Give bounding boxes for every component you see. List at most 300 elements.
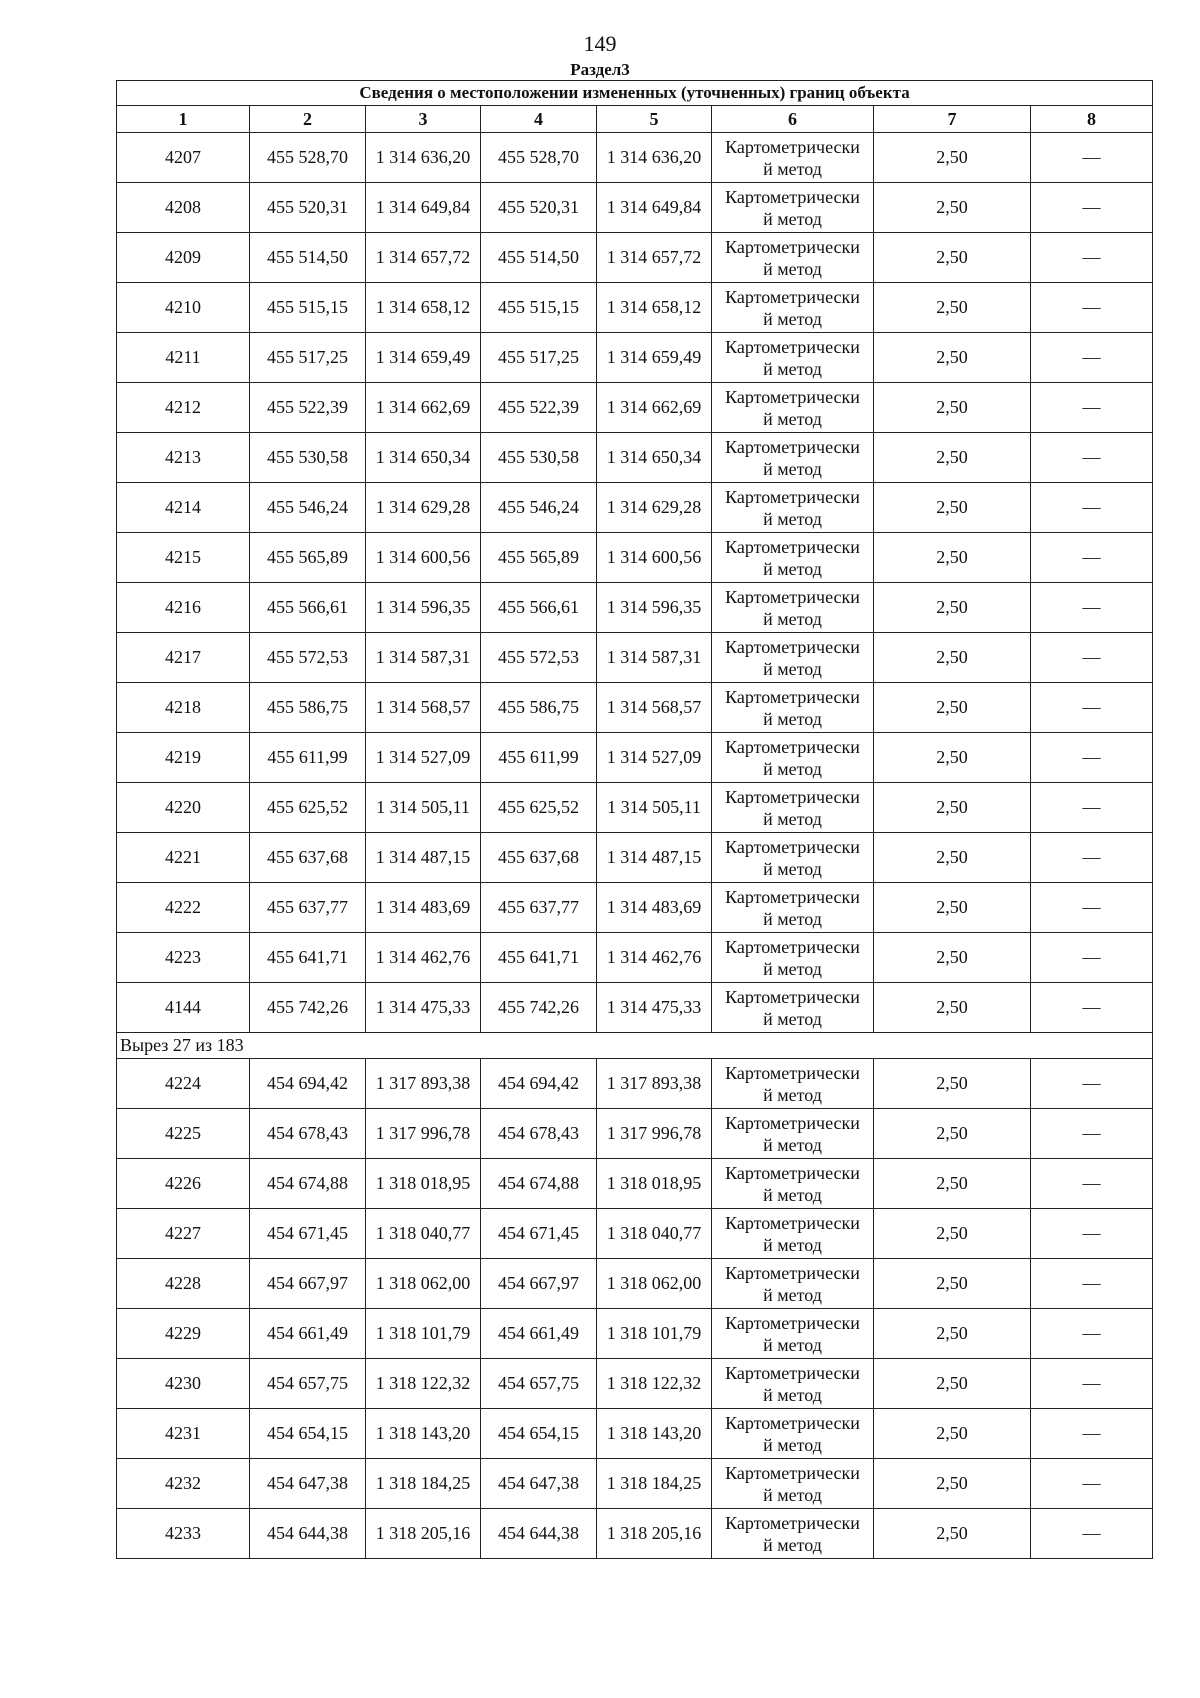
method-cell bbox=[712, 833, 874, 883]
method-line: Картометрически bbox=[725, 1262, 860, 1283]
point-number-cell: 4228 bbox=[117, 1259, 250, 1309]
new-x-cell: 455 546,24 bbox=[481, 483, 597, 533]
point-number-cell: 4230 bbox=[117, 1359, 250, 1409]
old-y-cell: 1 314 527,09 bbox=[366, 733, 481, 783]
description-cell: — bbox=[1031, 1259, 1153, 1309]
accuracy-cell: 2,50 bbox=[874, 183, 1031, 233]
method-line: Картометрически bbox=[725, 1162, 860, 1183]
new-y-cell: 1 314 596,35 bbox=[597, 583, 712, 633]
old-y-cell: 1 318 184,25 bbox=[366, 1459, 481, 1509]
table-row bbox=[117, 1459, 1153, 1509]
table-row bbox=[117, 283, 1153, 333]
table-row bbox=[117, 733, 1153, 783]
new-x-cell: 454 647,38 bbox=[481, 1459, 597, 1509]
new-y-cell: 1 314 487,15 bbox=[597, 833, 712, 883]
new-x-cell: 454 694,42 bbox=[481, 1059, 597, 1109]
new-y-cell: 1 318 184,25 bbox=[597, 1459, 712, 1509]
old-x-cell: 455 586,75 bbox=[250, 683, 366, 733]
method-line: Картометрически bbox=[725, 686, 860, 707]
point-number-cell: 4214 bbox=[117, 483, 250, 533]
method-cell bbox=[712, 633, 874, 683]
point-number-cell: 4211 bbox=[117, 333, 250, 383]
accuracy-cell: 2,50 bbox=[874, 233, 1031, 283]
old-x-cell: 455 641,71 bbox=[250, 933, 366, 983]
new-y-cell: 1 318 040,77 bbox=[597, 1209, 712, 1259]
point-number-cell: 4208 bbox=[117, 183, 250, 233]
point-number-cell: 4213 bbox=[117, 433, 250, 483]
old-y-cell: 1 314 636,20 bbox=[366, 133, 481, 183]
new-y-cell: 1 314 662,69 bbox=[597, 383, 712, 433]
new-y-cell: 1 314 658,12 bbox=[597, 283, 712, 333]
method-line: Картометрически bbox=[725, 586, 860, 607]
new-x-cell: 455 515,15 bbox=[481, 283, 597, 333]
column-header: 6 bbox=[712, 106, 874, 133]
table-row bbox=[117, 383, 1153, 433]
table-row bbox=[117, 933, 1153, 983]
old-x-cell: 454 694,42 bbox=[250, 1059, 366, 1109]
method-line: й метод bbox=[763, 458, 822, 479]
old-y-cell: 1 318 143,20 bbox=[366, 1409, 481, 1459]
new-y-cell: 1 314 649,84 bbox=[597, 183, 712, 233]
method-cell bbox=[712, 1359, 874, 1409]
new-x-cell: 455 611,99 bbox=[481, 733, 597, 783]
method-cell bbox=[712, 283, 874, 333]
column-header: 2 bbox=[250, 106, 366, 133]
point-number-cell: 4222 bbox=[117, 883, 250, 933]
table-row bbox=[117, 583, 1153, 633]
accuracy-cell: 2,50 bbox=[874, 1259, 1031, 1309]
new-x-cell: 454 657,75 bbox=[481, 1359, 597, 1409]
description-cell: — bbox=[1031, 1209, 1153, 1259]
column-header: 3 bbox=[366, 106, 481, 133]
point-number-cell: 4217 bbox=[117, 633, 250, 683]
old-y-cell: 1 314 568,57 bbox=[366, 683, 481, 733]
old-y-cell: 1 318 062,00 bbox=[366, 1259, 481, 1309]
old-x-cell: 455 520,31 bbox=[250, 183, 366, 233]
accuracy-cell: 2,50 bbox=[874, 433, 1031, 483]
new-y-cell: 1 314 462,76 bbox=[597, 933, 712, 983]
accuracy-cell: 2,50 bbox=[874, 133, 1031, 183]
method-cell bbox=[712, 1259, 874, 1309]
method-cell bbox=[712, 1509, 874, 1559]
old-x-cell: 455 515,15 bbox=[250, 283, 366, 333]
old-y-cell: 1 314 587,31 bbox=[366, 633, 481, 683]
old-x-cell: 454 667,97 bbox=[250, 1259, 366, 1309]
method-line: й метод bbox=[763, 1284, 822, 1305]
old-x-cell: 455 566,61 bbox=[250, 583, 366, 633]
new-y-cell: 1 314 650,34 bbox=[597, 433, 712, 483]
method-cell bbox=[712, 1109, 874, 1159]
description-cell: — bbox=[1031, 733, 1153, 783]
table-row bbox=[117, 333, 1153, 383]
old-x-cell: 454 654,15 bbox=[250, 1409, 366, 1459]
point-number-cell: 4221 bbox=[117, 833, 250, 883]
table-row bbox=[117, 1409, 1153, 1459]
old-y-cell: 1 314 629,28 bbox=[366, 483, 481, 533]
method-line: й метод bbox=[763, 558, 822, 579]
accuracy-cell: 2,50 bbox=[874, 833, 1031, 883]
method-line: Картометрически bbox=[725, 186, 860, 207]
new-x-cell: 455 625,52 bbox=[481, 783, 597, 833]
description-cell: — bbox=[1031, 1409, 1153, 1459]
method-line: Картометрически bbox=[725, 1512, 860, 1533]
description-cell: — bbox=[1031, 1509, 1153, 1559]
table-row bbox=[117, 1309, 1153, 1359]
description-cell: — bbox=[1031, 383, 1153, 433]
accuracy-cell: 2,50 bbox=[874, 1309, 1031, 1359]
accuracy-cell: 2,50 bbox=[874, 533, 1031, 583]
accuracy-cell: 2,50 bbox=[874, 733, 1031, 783]
accuracy-cell: 2,50 bbox=[874, 1059, 1031, 1109]
old-x-cell: 454 661,49 bbox=[250, 1309, 366, 1359]
point-number-cell: 4144 bbox=[117, 983, 250, 1033]
new-y-cell: 1 314 629,28 bbox=[597, 483, 712, 533]
point-number-cell: 4220 bbox=[117, 783, 250, 833]
table-row bbox=[117, 533, 1153, 583]
table-row bbox=[117, 1359, 1153, 1409]
old-y-cell: 1 318 040,77 bbox=[366, 1209, 481, 1259]
new-x-cell: 455 586,75 bbox=[481, 683, 597, 733]
method-line: й метод bbox=[763, 958, 822, 979]
description-cell: — bbox=[1031, 533, 1153, 583]
new-y-cell: 1 314 483,69 bbox=[597, 883, 712, 933]
table-row bbox=[117, 433, 1153, 483]
method-cell bbox=[712, 1209, 874, 1259]
method-cell bbox=[712, 483, 874, 533]
point-number-cell: 4216 bbox=[117, 583, 250, 633]
method-cell bbox=[712, 933, 874, 983]
point-number-cell: 4209 bbox=[117, 233, 250, 283]
method-line: й метод bbox=[763, 1534, 822, 1555]
old-x-cell: 455 528,70 bbox=[250, 133, 366, 183]
new-x-cell: 454 667,97 bbox=[481, 1259, 597, 1309]
accuracy-cell: 2,50 bbox=[874, 883, 1031, 933]
old-y-cell: 1 314 487,15 bbox=[366, 833, 481, 883]
table-row bbox=[117, 1059, 1153, 1109]
point-number-cell: 4210 bbox=[117, 283, 250, 333]
accuracy-cell: 2,50 bbox=[874, 1209, 1031, 1259]
method-line: Картометрически bbox=[725, 1212, 860, 1233]
column-header: 5 bbox=[597, 106, 712, 133]
description-cell: — bbox=[1031, 1359, 1153, 1409]
table-row bbox=[117, 1209, 1153, 1259]
accuracy-cell: 2,50 bbox=[874, 1109, 1031, 1159]
old-y-cell: 1 314 475,33 bbox=[366, 983, 481, 1033]
method-line: Картометрически bbox=[725, 936, 860, 957]
method-line: Картометрически bbox=[725, 286, 860, 307]
page-number: 149 bbox=[583, 31, 617, 56]
table-row bbox=[117, 633, 1153, 683]
method-line: Картометрически bbox=[725, 836, 860, 857]
point-number-cell: 4229 bbox=[117, 1309, 250, 1359]
description-cell: — bbox=[1031, 833, 1153, 883]
table-row bbox=[117, 1109, 1153, 1159]
table-row bbox=[117, 983, 1153, 1033]
new-x-cell: 455 517,25 bbox=[481, 333, 597, 383]
new-y-cell: 1 314 587,31 bbox=[597, 633, 712, 683]
method-line: Картометрически bbox=[725, 1362, 860, 1383]
method-cell bbox=[712, 133, 874, 183]
table-row bbox=[117, 183, 1153, 233]
old-y-cell: 1 314 600,56 bbox=[366, 533, 481, 583]
method-cell bbox=[712, 333, 874, 383]
description-cell: — bbox=[1031, 433, 1153, 483]
accuracy-cell: 2,50 bbox=[874, 583, 1031, 633]
description-cell: — bbox=[1031, 1059, 1153, 1109]
method-cell bbox=[712, 883, 874, 933]
method-line: й метод bbox=[763, 308, 822, 329]
old-x-cell: 455 514,50 bbox=[250, 233, 366, 283]
table-row bbox=[117, 683, 1153, 733]
description-cell: — bbox=[1031, 283, 1153, 333]
old-x-cell: 455 637,77 bbox=[250, 883, 366, 933]
old-y-cell: 1 314 650,34 bbox=[366, 433, 481, 483]
method-line: й метод bbox=[763, 1434, 822, 1455]
old-x-cell: 454 671,45 bbox=[250, 1209, 366, 1259]
method-line: й метод bbox=[763, 808, 822, 829]
method-line: Картометрически bbox=[725, 1412, 860, 1433]
method-cell bbox=[712, 983, 874, 1033]
old-x-cell: 454 657,75 bbox=[250, 1359, 366, 1409]
accuracy-cell: 2,50 bbox=[874, 983, 1031, 1033]
description-cell: — bbox=[1031, 783, 1153, 833]
table-row bbox=[117, 233, 1153, 283]
table-row bbox=[117, 883, 1153, 933]
point-number-cell: 4227 bbox=[117, 1209, 250, 1259]
point-number-cell: 4233 bbox=[117, 1509, 250, 1559]
old-x-cell: 455 565,89 bbox=[250, 533, 366, 583]
new-x-cell: 455 520,31 bbox=[481, 183, 597, 233]
new-y-cell: 1 314 636,20 bbox=[597, 133, 712, 183]
new-y-cell: 1 318 122,32 bbox=[597, 1359, 712, 1409]
old-y-cell: 1 314 657,72 bbox=[366, 233, 481, 283]
accuracy-cell: 2,50 bbox=[874, 1159, 1031, 1209]
new-x-cell: 455 572,53 bbox=[481, 633, 597, 683]
new-y-cell: 1 314 657,72 bbox=[597, 233, 712, 283]
old-y-cell: 1 314 659,49 bbox=[366, 333, 481, 383]
method-line: Картометрически bbox=[725, 1112, 860, 1133]
accuracy-cell: 2,50 bbox=[874, 783, 1031, 833]
column-header: 1 bbox=[117, 106, 250, 133]
method-line: й метод bbox=[763, 1084, 822, 1105]
point-number-cell: 4218 bbox=[117, 683, 250, 733]
description-cell: — bbox=[1031, 1459, 1153, 1509]
table-row bbox=[117, 1159, 1153, 1209]
table-row bbox=[117, 483, 1153, 533]
table-row bbox=[117, 833, 1153, 883]
old-y-cell: 1 314 662,69 bbox=[366, 383, 481, 433]
method-line: й метод bbox=[763, 1484, 822, 1505]
description-cell: — bbox=[1031, 333, 1153, 383]
description-cell: — bbox=[1031, 1159, 1153, 1209]
old-x-cell: 454 647,38 bbox=[250, 1459, 366, 1509]
new-x-cell: 455 528,70 bbox=[481, 133, 597, 183]
table-row bbox=[117, 1509, 1153, 1559]
method-line: Картометрически bbox=[725, 786, 860, 807]
accuracy-cell: 2,50 bbox=[874, 383, 1031, 433]
new-y-cell: 1 317 893,38 bbox=[597, 1059, 712, 1109]
description-cell: — bbox=[1031, 683, 1153, 733]
point-number-cell: 4224 bbox=[117, 1059, 250, 1109]
new-y-cell: 1 314 568,57 bbox=[597, 683, 712, 733]
method-line: Картометрически bbox=[725, 636, 860, 657]
method-cell bbox=[712, 1159, 874, 1209]
new-y-cell: 1 318 101,79 bbox=[597, 1309, 712, 1359]
new-x-cell: 455 641,71 bbox=[481, 933, 597, 983]
description-cell: — bbox=[1031, 483, 1153, 533]
old-x-cell: 455 611,99 bbox=[250, 733, 366, 783]
method-line: й метод bbox=[763, 658, 822, 679]
method-line: Картометрически bbox=[725, 436, 860, 457]
method-line: й метод bbox=[763, 1008, 822, 1029]
old-x-cell: 455 572,53 bbox=[250, 633, 366, 683]
old-x-cell: 455 546,24 bbox=[250, 483, 366, 533]
new-x-cell: 454 678,43 bbox=[481, 1109, 597, 1159]
description-cell: — bbox=[1031, 233, 1153, 283]
new-y-cell: 1 317 996,78 bbox=[597, 1109, 712, 1159]
method-line: й метод bbox=[763, 908, 822, 929]
old-x-cell: 455 517,25 bbox=[250, 333, 366, 383]
method-line: й метод bbox=[763, 208, 822, 229]
point-number-cell: 4231 bbox=[117, 1409, 250, 1459]
point-number-cell: 4232 bbox=[117, 1459, 250, 1509]
method-line: й метод bbox=[763, 758, 822, 779]
table-row bbox=[117, 783, 1153, 833]
old-x-cell: 454 674,88 bbox=[250, 1159, 366, 1209]
method-cell bbox=[712, 1459, 874, 1509]
new-x-cell: 455 566,61 bbox=[481, 583, 597, 633]
method-line: й метод bbox=[763, 1334, 822, 1355]
method-line: й метод bbox=[763, 1184, 822, 1205]
method-cell bbox=[712, 533, 874, 583]
cutout-label-row bbox=[117, 1033, 1153, 1059]
new-y-cell: 1 314 505,11 bbox=[597, 783, 712, 833]
method-line: Картометрически bbox=[725, 986, 860, 1007]
method-line: Картометрически bbox=[725, 1312, 860, 1333]
method-cell bbox=[712, 583, 874, 633]
new-x-cell: 454 661,49 bbox=[481, 1309, 597, 1359]
method-line: Картометрически bbox=[725, 886, 860, 907]
method-cell bbox=[712, 1059, 874, 1109]
old-y-cell: 1 314 505,11 bbox=[366, 783, 481, 833]
method-cell bbox=[712, 1409, 874, 1459]
description-cell: — bbox=[1031, 1309, 1153, 1359]
old-x-cell: 455 637,68 bbox=[250, 833, 366, 883]
new-y-cell: 1 318 062,00 bbox=[597, 1259, 712, 1309]
old-y-cell: 1 318 122,32 bbox=[366, 1359, 481, 1409]
method-line: Картометрически bbox=[725, 486, 860, 507]
description-cell: — bbox=[1031, 583, 1153, 633]
new-x-cell: 454 671,45 bbox=[481, 1209, 597, 1259]
column-header: 4 bbox=[481, 106, 597, 133]
new-x-cell: 455 637,77 bbox=[481, 883, 597, 933]
method-line: й метод bbox=[763, 158, 822, 179]
accuracy-cell: 2,50 bbox=[874, 283, 1031, 333]
old-x-cell: 455 742,26 bbox=[250, 983, 366, 1033]
new-y-cell: 1 318 018,95 bbox=[597, 1159, 712, 1209]
new-x-cell: 454 674,88 bbox=[481, 1159, 597, 1209]
new-x-cell: 455 522,39 bbox=[481, 383, 597, 433]
accuracy-cell: 2,50 bbox=[874, 683, 1031, 733]
description-cell: — bbox=[1031, 983, 1153, 1033]
old-x-cell: 454 678,43 bbox=[250, 1109, 366, 1159]
method-line: й метод bbox=[763, 1384, 822, 1405]
description-cell: — bbox=[1031, 933, 1153, 983]
method-line: й метод bbox=[763, 508, 822, 529]
new-x-cell: 455 742,26 bbox=[481, 983, 597, 1033]
method-cell bbox=[712, 783, 874, 833]
old-y-cell: 1 317 893,38 bbox=[366, 1059, 481, 1109]
table-row bbox=[117, 1259, 1153, 1309]
column-header: 8 bbox=[1031, 106, 1153, 133]
new-x-cell: 454 644,38 bbox=[481, 1509, 597, 1559]
method-line: й метод bbox=[763, 1234, 822, 1255]
method-line: й метод bbox=[763, 408, 822, 429]
method-cell bbox=[712, 233, 874, 283]
method-cell bbox=[712, 1309, 874, 1359]
method-cell bbox=[712, 383, 874, 433]
accuracy-cell: 2,50 bbox=[874, 933, 1031, 983]
method-line: й метод bbox=[763, 708, 822, 729]
method-line: Картометрически bbox=[725, 236, 860, 257]
description-cell: — bbox=[1031, 633, 1153, 683]
old-x-cell: 454 644,38 bbox=[250, 1509, 366, 1559]
description-cell: — bbox=[1031, 1109, 1153, 1159]
accuracy-cell: 2,50 bbox=[874, 1459, 1031, 1509]
new-x-cell: 455 565,89 bbox=[481, 533, 597, 583]
old-y-cell: 1 314 649,84 bbox=[366, 183, 481, 233]
new-y-cell: 1 314 600,56 bbox=[597, 533, 712, 583]
cutout-label: Вырез 27 из 183 bbox=[117, 1033, 1153, 1059]
coordinates-table bbox=[116, 80, 1153, 1559]
accuracy-cell: 2,50 bbox=[874, 1509, 1031, 1559]
method-line: Картометрически bbox=[725, 736, 860, 757]
old-y-cell: 1 318 018,95 bbox=[366, 1159, 481, 1209]
accuracy-cell: 2,50 bbox=[874, 483, 1031, 533]
table-row bbox=[117, 133, 1153, 183]
old-y-cell: 1 314 658,12 bbox=[366, 283, 481, 333]
description-cell: — bbox=[1031, 883, 1153, 933]
old-x-cell: 455 522,39 bbox=[250, 383, 366, 433]
method-line: й метод bbox=[763, 608, 822, 629]
method-cell bbox=[712, 733, 874, 783]
old-y-cell: 1 317 996,78 bbox=[366, 1109, 481, 1159]
method-line: Картометрически bbox=[725, 386, 860, 407]
new-y-cell: 1 314 475,33 bbox=[597, 983, 712, 1033]
new-x-cell: 455 637,68 bbox=[481, 833, 597, 883]
section-title: Раздел3 bbox=[570, 60, 630, 79]
old-y-cell: 1 314 462,76 bbox=[366, 933, 481, 983]
new-x-cell: 454 654,15 bbox=[481, 1409, 597, 1459]
new-y-cell: 1 318 205,16 bbox=[597, 1509, 712, 1559]
old-y-cell: 1 318 205,16 bbox=[366, 1509, 481, 1559]
method-line: Картометрически bbox=[725, 536, 860, 557]
old-y-cell: 1 314 483,69 bbox=[366, 883, 481, 933]
column-header-row bbox=[117, 106, 1153, 133]
method-line: Картометрически bbox=[725, 1062, 860, 1083]
method-line: й метод bbox=[763, 258, 822, 279]
method-cell bbox=[712, 433, 874, 483]
point-number-cell: 4212 bbox=[117, 383, 250, 433]
method-line: Картометрически bbox=[725, 336, 860, 357]
point-number-cell: 4226 bbox=[117, 1159, 250, 1209]
accuracy-cell: 2,50 bbox=[874, 1359, 1031, 1409]
point-number-cell: 4219 bbox=[117, 733, 250, 783]
old-x-cell: 455 625,52 bbox=[250, 783, 366, 833]
old-y-cell: 1 318 101,79 bbox=[366, 1309, 481, 1359]
description-cell: — bbox=[1031, 133, 1153, 183]
accuracy-cell: 2,50 bbox=[874, 633, 1031, 683]
